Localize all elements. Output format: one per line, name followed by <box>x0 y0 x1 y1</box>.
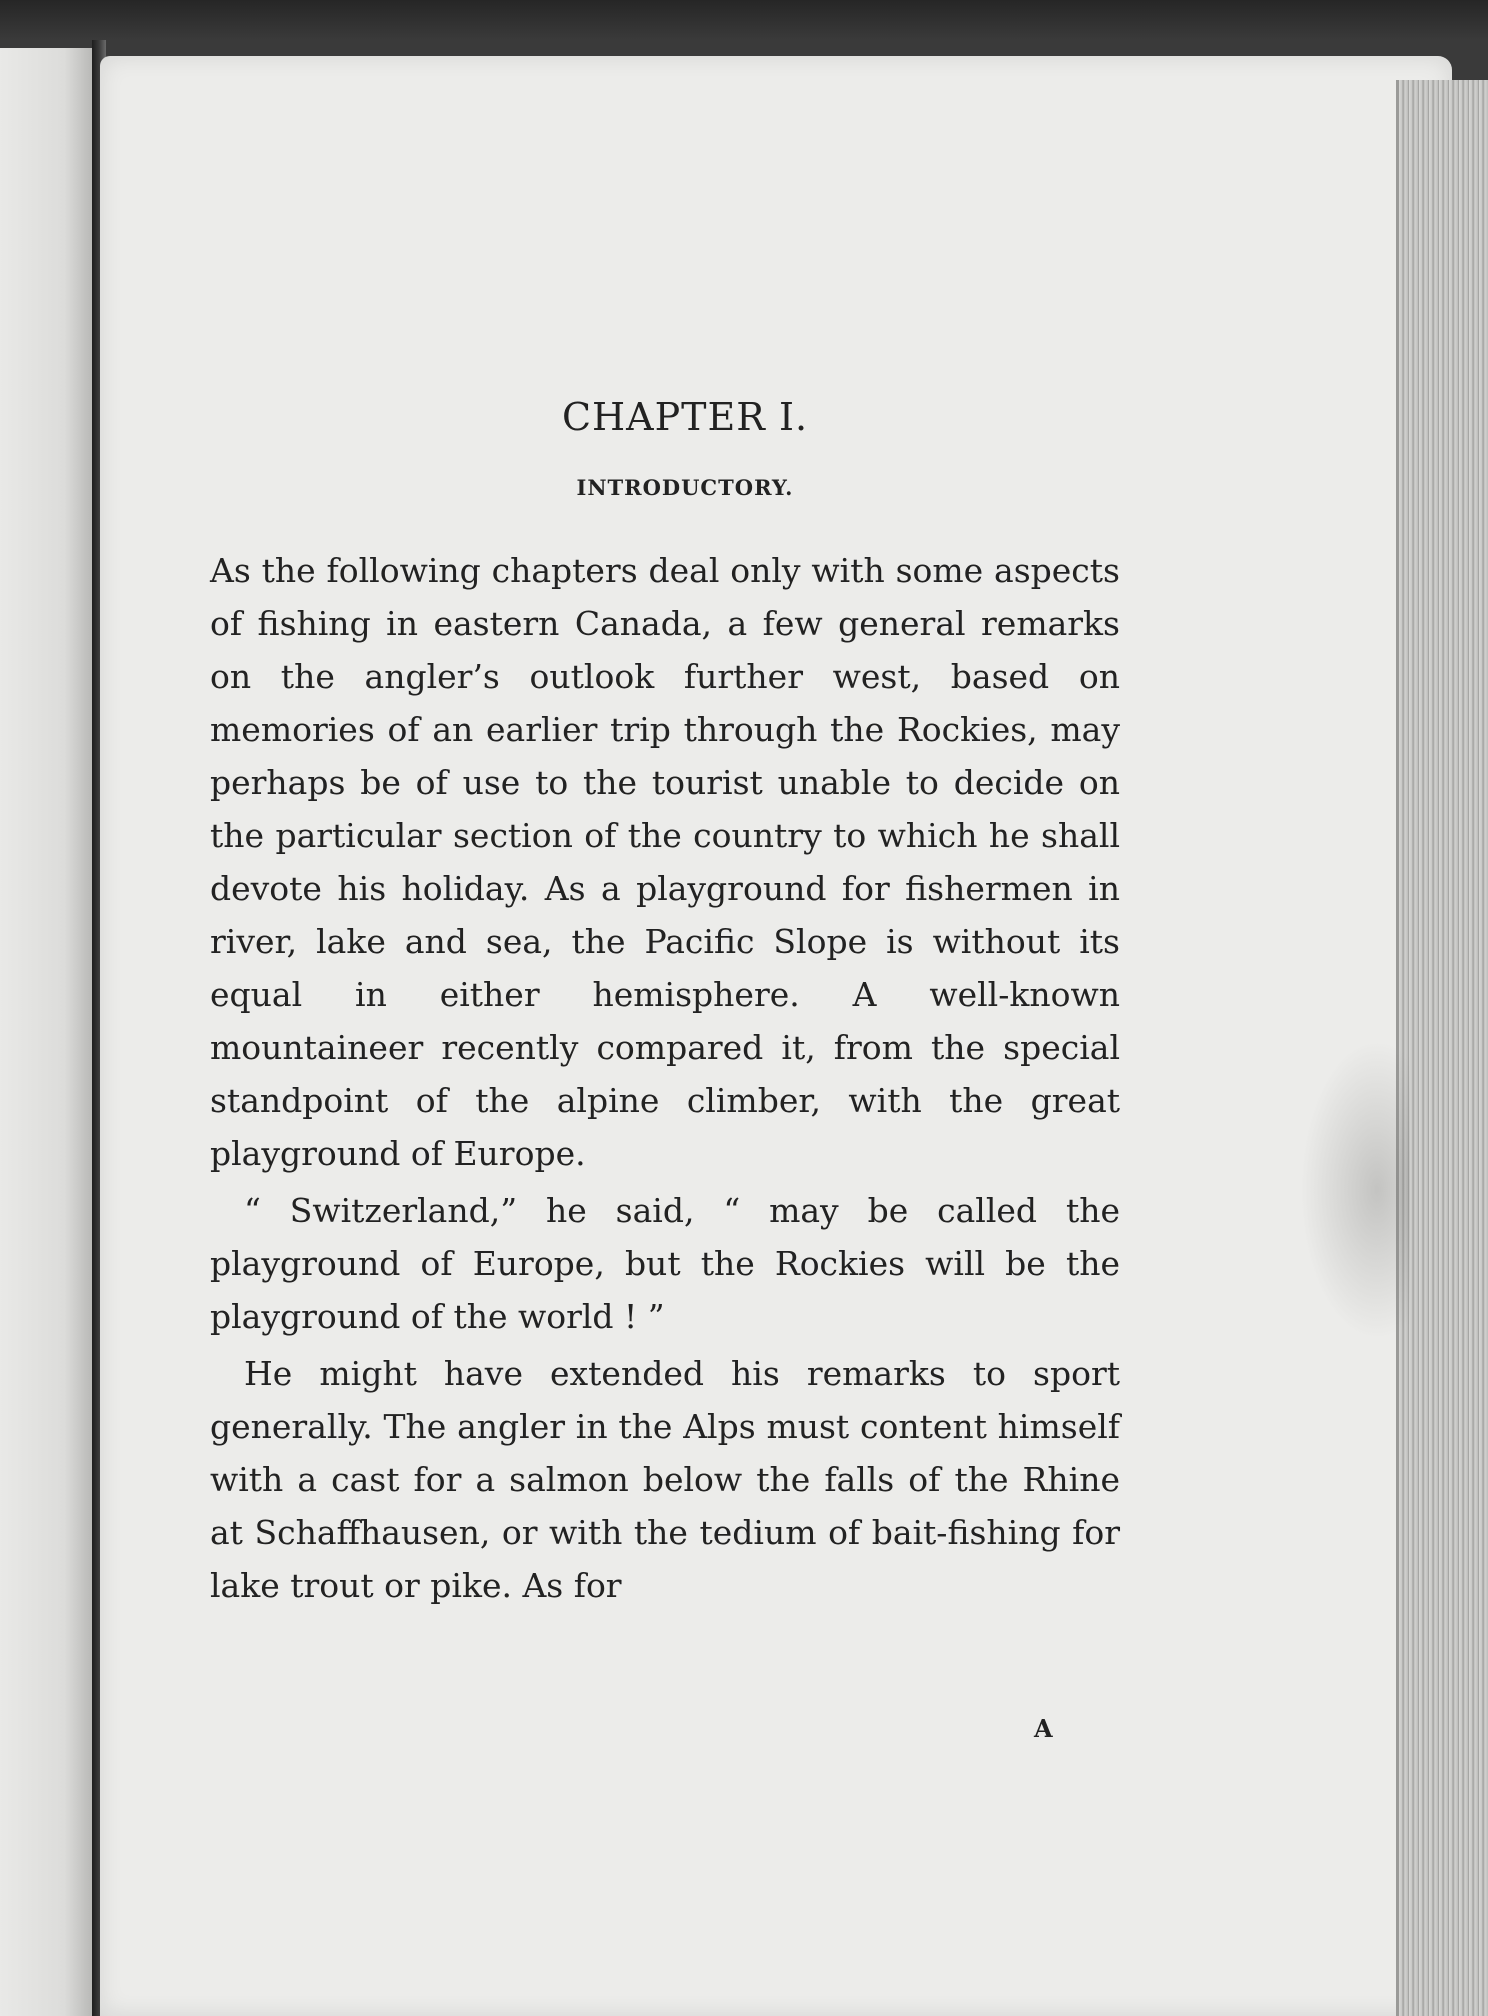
chapter-title: CHAPTER I. <box>561 395 809 439</box>
section-title: INTRODUCTORY. <box>576 475 794 500</box>
paragraph-2: “ Switzerland,” he said, “ may be called the playground of Europe, but the Rockies will be the playground of the world ! ” <box>210 1191 1120 1336</box>
paragraph-3: He might have extended his remarks to sport generally. The angler in the Alps must content himself with a cast for a salmon below the falls of the Rhine at Schaffhausen, or with the tedium of bait-fishing for lake trout or pike. As for <box>210 1354 1120 1605</box>
signature-mark: A <box>1034 1714 1053 1743</box>
page-stain <box>1300 1040 1410 1340</box>
left-facing-page <box>0 48 98 2016</box>
page-text <box>210 395 1120 1616</box>
paragraph-1: As the following chapters deal only with some aspects of fishing in eastern Canada, a few general remarks on the angler’s outlook further west, based on memories of an earlier trip through the Rockies, may perhaps be of use to the tourist unable to decide on the particular section of the country to which he shall devote his holiday. As a playground for fishermen in river, lake and sea, the Pacific Slope is without its equal in either hemisphere. A well-known mountaineer recently compared it, from the special standpoint of the alpine climber, with the great playground of Europe. <box>210 551 1120 1173</box>
